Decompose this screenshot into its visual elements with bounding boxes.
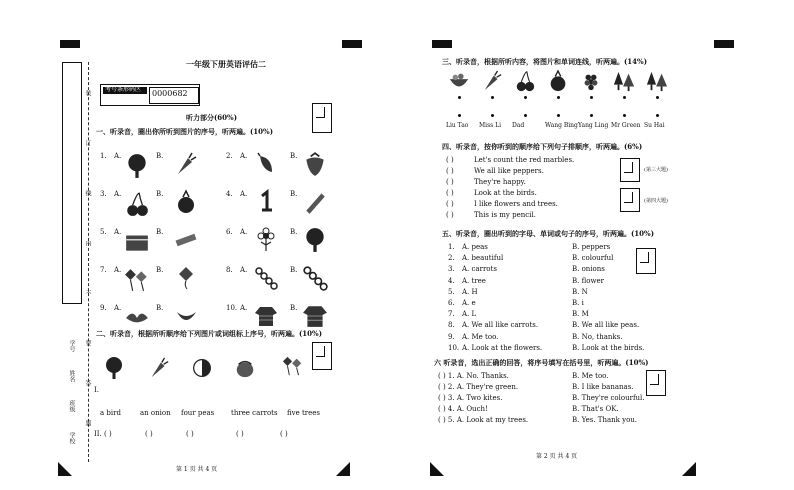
q1-question-number: 5. [100,228,107,236]
class-label: 班级 [68,400,75,412]
student-id-label: 学号 [68,340,75,352]
q5-option-a[interactable]: A. tree [462,276,486,285]
q6-option-b[interactable]: B. That's OK. [572,405,619,413]
q3-match-dot[interactable] [656,114,659,117]
q5-option-b[interactable]: B. i [572,299,584,307]
q2-answer-bracket[interactable]: ( ) [104,430,112,438]
tree-icon [124,152,150,180]
q5-option-a[interactable]: A. Look at the flowers. [462,343,543,352]
q3-name: Dad [512,122,525,129]
q5-question-number: 2. [448,254,455,263]
q1-question-number: 4. [226,190,233,198]
q6-option-b[interactable]: B. They're colourful. [572,394,645,402]
ruler-icon [174,226,198,254]
q1-question-number: 10. [226,304,238,312]
q3-name: Mr Green [611,122,641,129]
q5-option-a[interactable]: A. Me too. [462,332,499,341]
q1-question-number: 7. [100,266,107,274]
q5-option-a[interactable]: A. H [462,287,478,296]
q2-row-b-label: II. [94,430,102,438]
bird-icon [124,304,150,332]
score-box [636,248,656,274]
q1-option-b-label[interactable]: B. [290,190,298,198]
q4-sentence: I like flowers and trees. [474,200,558,208]
pepper-icon [254,150,278,178]
q5-question-number: 9. [448,332,455,341]
q5-question-number: 5. [448,287,455,296]
q1-question-number: 8. [226,266,233,274]
q5-option-a[interactable]: A. We all like carrots. [462,321,539,330]
q3-name: Yang Ling [578,122,609,129]
q3-match-dot[interactable] [491,96,494,99]
trees-icon [646,70,668,92]
q3-name: Liu Tao [446,122,469,129]
q2-row-a-label: I. [94,386,99,394]
q1-option-a-label[interactable]: A. [114,228,122,236]
binding-char: 订 [84,140,91,146]
registration-mark [682,462,696,476]
registration-mark [58,462,72,476]
q4-sentence: Look at the birds. [474,189,537,197]
q2-answer-bracket[interactable]: ( ) [186,430,194,438]
q5-question-number: 6. [448,299,455,307]
q1-question-number: 3. [100,190,107,198]
q1-option-a-label[interactable]: A. [240,266,248,274]
flower-icon [254,226,278,254]
q5-option-b[interactable]: B. Look at the birds. [572,343,645,352]
q2-phrase: five trees [287,409,321,417]
q1-heading: 一、听录音，圈出你所听到图片的序号，听两遍。(10%) [96,127,274,136]
score-box-note: (第三大题) [644,167,668,173]
q2-answer-bracket[interactable]: ( ) [280,430,288,438]
score-box [620,188,640,212]
q4-sentence: They're happy. [474,178,526,186]
q5-option-b[interactable]: B. peppers [572,243,611,251]
grapes-icon [580,70,602,92]
q1-option-a-label[interactable]: A. [114,152,122,160]
pineapple-icon [547,70,569,92]
strawberry-icon [302,150,328,178]
binding-char: 线 [84,190,91,196]
q1-option-b-label[interactable]: B. [156,304,164,312]
binding-char: 内 [84,240,91,246]
q3-match-dot[interactable] [557,114,560,117]
q6-question[interactable]: ( ) 3. A. Two kites. [438,394,503,402]
q1-option-b-label[interactable]: B. [290,266,298,274]
binding-char: 不 [84,290,91,296]
q1-option-a-label[interactable]: A. [114,266,122,274]
carrot-icon [481,70,503,92]
q1-question-number: 9. [100,304,107,312]
school-label: 学校 [68,432,75,444]
q6-question[interactable]: ( ) 4. A. Ouch! [438,405,488,413]
q3-match-dot[interactable] [623,96,626,99]
q6-question[interactable]: ( ) 1. A. No. Thanks. [438,372,509,380]
q5-option-b[interactable]: B. No, thanks. [572,332,623,341]
box-icon [124,228,150,256]
carrot-icon [148,356,170,380]
tree-icon [302,226,328,254]
q3-match-dot[interactable] [656,96,659,99]
q3-name: Miss Li [479,122,502,129]
q6-option-b[interactable]: B. I like bananas. [572,383,634,391]
chain-icon [254,264,278,292]
q3-match-dot[interactable] [623,114,626,117]
q1-option-b-label[interactable]: B. [290,152,298,160]
q4-answer-bracket[interactable]: ( ) [446,156,454,164]
kites-icon [124,266,150,294]
q3-match-dot[interactable] [557,96,560,99]
q1-option-b-label[interactable]: B. [156,190,164,198]
name-label: 姓名 [68,370,75,382]
q5-option-a[interactable]: A. e [462,299,476,307]
basket-icon [234,356,256,380]
q1-option-a-label[interactable]: A. [240,304,248,312]
number-one-icon [254,188,278,216]
registration-mark [432,40,452,48]
q4-answer-bracket[interactable]: ( ) [446,167,454,175]
score-box [312,342,332,370]
q1-option-b-label[interactable]: B. [290,228,298,236]
q5-option-a[interactable]: A. carrots [462,265,497,274]
cherry-icon [514,70,536,92]
q3-match-dot[interactable] [458,114,461,117]
q1-option-a-label[interactable]: A. [240,152,248,160]
q1-option-a-label[interactable]: A. [240,228,248,236]
q5-option-b[interactable]: B. onions [572,265,605,274]
bowl-icon [448,70,470,92]
q1-option-b-label[interactable]: B. [156,266,164,274]
q3-match-dot[interactable] [524,114,527,117]
registration-mark [336,462,350,476]
q5-option-a[interactable]: A. peas [462,243,488,251]
q4-heading: 四、听录音，按你听到的顺序给下列句子排顺序，听两遍。(6%) [442,142,643,151]
q5-option-a[interactable]: A. beautiful [462,254,504,263]
registration-mark [714,40,734,48]
trees-icon [613,70,635,92]
page-two [396,0,794,490]
q6-option-b[interactable]: B. Yes. Thank you. [572,416,638,424]
q5-question-number: 4. [448,276,455,285]
registration-mark [342,40,362,48]
q1-option-a-label[interactable]: A. [240,190,248,198]
binding-char: 要 [84,340,91,346]
q4-sentence: We all like peppers. [474,167,544,175]
q5-option-b[interactable]: B. colourful [572,254,614,263]
q3-name: Su Hai [644,122,665,129]
q4-sentence: Let's count the red marbles. [474,156,575,164]
student-info-strip [62,62,82,304]
page-one [0,0,396,490]
sweater-icon [254,302,278,330]
barcode-number: 0000682 [152,89,188,98]
q1-question-number: 6. [226,228,233,236]
q2-phrase: an onion [140,409,171,417]
q3-match-dot[interactable] [590,114,593,117]
q3-match-dot[interactable] [524,96,527,99]
q2-answer-bracket[interactable]: ( ) [145,430,153,438]
q4-answer-bracket[interactable]: ( ) [446,200,454,208]
score-box [312,103,332,133]
q5-option-b[interactable]: B. M [572,310,589,319]
q6-heading: 六 听录音，选出正确的回答，将序号填写在括号里，听两遍。(10%) [434,358,649,367]
q6-question[interactable]: ( ) 5. A. Look at my trees. [438,416,529,424]
q2-answer-bracket[interactable]: ( ) [236,430,244,438]
q5-question-number: 7. [448,310,455,319]
q4-sentence: This is my pencil. [474,211,536,219]
pea-icon [192,358,212,378]
binding-char: 装 [84,90,91,96]
registration-mark [430,462,444,476]
q1-question-number: 1. [100,152,107,160]
q2-phrase: three carrots [231,409,278,417]
q3-heading: 三、听录音，根据所听内容，将图片和单词连线，听两遍。(14%) [442,57,648,66]
cherry-icon [124,190,150,218]
page-footer: 第 2 页 共 4 页 [536,453,578,460]
bananas-icon [174,302,198,330]
q2-phrase: a bird [100,409,121,417]
pencil-icon [302,188,328,216]
q5-question-number: 10. [448,343,460,352]
q3-match-dot[interactable] [458,96,461,99]
q5-question-number: 1. [448,243,455,251]
score-box [646,370,666,396]
tree-icon [102,356,126,380]
binding-char: 答 [84,380,91,386]
q5-heading: 五、听录音，圈出听到的字母、单词或句子的序号，听两遍。(10%) [442,229,655,238]
q1-option-a-label[interactable]: A. [114,190,122,198]
q2-heading: 二、听录音，根据所听顺序给下列图片或词组标上序号，听两遍。(10%) [96,329,323,338]
q3-name: Wang Bing [545,122,578,129]
score-box [620,158,640,182]
q4-answer-bracket[interactable]: ( ) [446,178,454,186]
q1-option-b-label[interactable]: B. [156,228,164,236]
registration-mark [60,40,80,48]
q2-phrase: four peas [181,409,215,417]
binding-char: 题 [84,420,91,426]
barcode-box [100,84,200,106]
q1-question-number: 2. [226,152,233,160]
barcode-label: 考号条形码区 [105,86,142,93]
q1-option-b-label[interactable]: B. [156,152,164,160]
pineapple-icon [174,188,198,216]
q5-question-number: 8. [448,321,455,330]
q5-question-number: 3. [448,265,455,274]
q1-option-b-label[interactable]: B. [290,304,298,312]
q1-option-a-label[interactable]: A. [114,304,122,312]
q6-option-b[interactable]: B. Me too. [572,372,609,380]
chain-icon [302,264,328,292]
section-heading: 听力部分(60%) [186,113,238,122]
q5-option-a[interactable]: A. L [462,310,477,319]
q4-answer-bracket[interactable]: ( ) [446,189,454,197]
carrot-icon [174,150,198,178]
q4-answer-bracket[interactable]: ( ) [446,211,454,219]
binding-line [88,62,89,462]
q5-option-b[interactable]: B. flower [572,276,604,285]
q3-match-dot[interactable] [491,114,494,117]
page-footer: 第 1 页 共 4 页 [176,466,218,473]
q3-match-dot[interactable] [590,96,593,99]
q6-question[interactable]: ( ) 2. A. They're green. [438,383,519,391]
kite-icon [174,264,198,292]
exam-title: 一年级下册英语评估二 [186,59,266,69]
score-box-note: (第四大题) [644,198,668,204]
q5-option-b[interactable]: B. N [572,287,588,296]
kites-icon [282,354,304,378]
sweater-icon [302,302,328,330]
q5-option-b[interactable]: B. We all like peas. [572,321,640,330]
